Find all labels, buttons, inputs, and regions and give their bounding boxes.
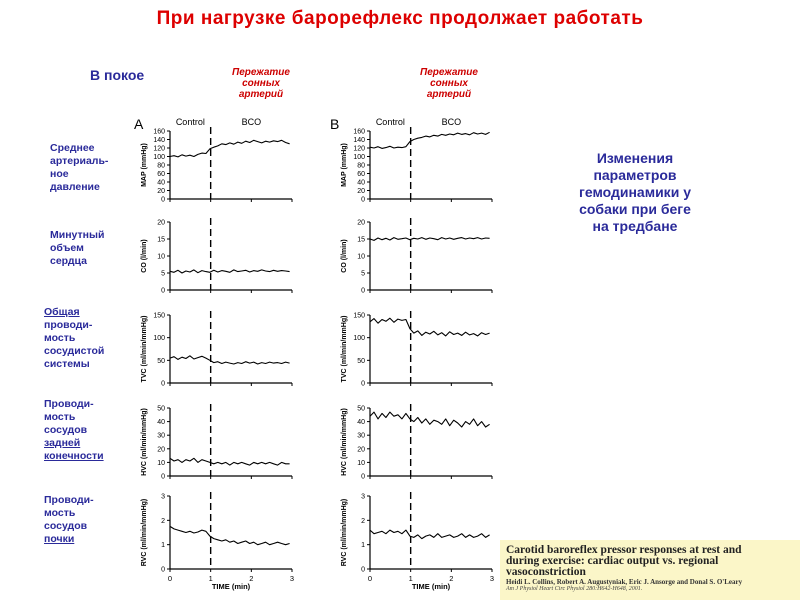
- y-tick-label: 30: [157, 432, 165, 440]
- side-note-line: гемодинамики у: [579, 184, 691, 200]
- y-axis-label: CO (l/min): [141, 239, 148, 273]
- y-tick-label: 100: [153, 335, 165, 343]
- x-tick-label: 2: [449, 574, 454, 583]
- y-tick-label: 160: [153, 128, 165, 136]
- clamp-line: Пережатие: [420, 67, 478, 78]
- y-tick-label: 3: [361, 493, 365, 501]
- side-note-line: собаки при беге: [579, 201, 691, 217]
- x-tick-label: 3: [289, 574, 295, 583]
- y-tick-label: 0: [361, 196, 365, 204]
- y-tick-label: 5: [361, 270, 365, 278]
- y-tick-label: 20: [157, 446, 165, 454]
- y-axis-label: HVC (ml/min/mmHg): [141, 408, 148, 476]
- condition-label: BCO: [441, 117, 462, 127]
- x-axis-label: TIME (min): [211, 582, 251, 591]
- y-tick-label: 0: [361, 287, 365, 295]
- y-tick-label: 10: [357, 253, 365, 261]
- y-tick-label: 10: [157, 253, 165, 261]
- y-tick-label: 100: [353, 154, 365, 161]
- clamp-line: сонных: [242, 78, 280, 89]
- citation-box: [500, 540, 800, 600]
- y-tick-label: 2: [161, 517, 165, 525]
- y-tick-label: 30: [357, 432, 365, 440]
- y-tick-label: 20: [357, 188, 365, 195]
- y-axis-label: RVC (ml/min/mmHg): [141, 498, 148, 567]
- y-axis-label: RVC (ml/min/mmHg): [341, 498, 348, 567]
- y-tick-label: 20: [157, 219, 165, 227]
- y-tick-label: 0: [361, 380, 365, 388]
- panel-letter: A: [134, 116, 144, 132]
- series-line: [170, 458, 290, 465]
- row-label-line: сосудов: [44, 424, 88, 436]
- row-label-line: артериаль-: [50, 155, 109, 167]
- y-tick-label: 1: [361, 542, 365, 550]
- y-tick-label: 10: [157, 459, 165, 467]
- series-line: [370, 530, 490, 539]
- y-tick-label: 2: [361, 517, 365, 525]
- y-tick-label: 100: [353, 335, 365, 343]
- condition-label: Control: [375, 117, 405, 127]
- clamp-line: сонных: [430, 78, 468, 89]
- row-label-line: сердца: [50, 255, 87, 267]
- y-tick-label: 10: [357, 459, 365, 467]
- row-label-line: почки: [44, 533, 75, 545]
- row-label-line: проводи-: [44, 319, 93, 331]
- y-tick-label: 150: [353, 312, 365, 320]
- citation-title-line: Carotid baroreflex pressor responses at rest and: [506, 544, 742, 556]
- y-tick-label: 0: [161, 287, 165, 295]
- y-tick-label: 1: [161, 542, 165, 550]
- y-tick-label: 50: [357, 405, 365, 413]
- y-tick-label: 60: [157, 171, 165, 178]
- row-label-line: системы: [44, 358, 90, 370]
- y-tick-label: 100: [153, 154, 165, 161]
- series-line: [370, 412, 490, 427]
- series-line: [370, 132, 490, 148]
- side-note-line: на тредбане: [592, 218, 678, 234]
- x-tick-label: 1: [208, 574, 213, 583]
- y-tick-label: 0: [161, 380, 165, 388]
- condition-label: Control: [175, 117, 205, 127]
- citation-authors: Heidi L. Collins, Robert A. Augustyniak, Eric J. Ansorge and Donal S. O'Leary: [506, 578, 743, 586]
- y-tick-label: 15: [157, 236, 165, 244]
- y-tick-label: 0: [161, 473, 165, 481]
- side-note-line: Изменения: [596, 150, 674, 166]
- y-tick-label: 140: [153, 137, 165, 144]
- series-line: [170, 526, 290, 544]
- y-tick-label: 5: [161, 270, 165, 278]
- citation-journal: Am J Physiol Heart Circ Physiol 280:H642-H648, 2001.: [506, 586, 643, 592]
- row-label-line: Проводи-: [44, 398, 94, 410]
- row-label-line: ное: [50, 168, 69, 180]
- y-tick-label: 0: [161, 566, 165, 574]
- citation-title: [506, 545, 796, 592]
- row-label-line: сосудов: [44, 520, 88, 532]
- condition-label: BCO: [241, 117, 262, 127]
- side-note-line: параметров: [593, 167, 677, 183]
- y-tick-label: 50: [157, 357, 165, 365]
- row-label-line: мость: [44, 507, 76, 519]
- y-tick-label: 20: [357, 219, 365, 227]
- row-label-line: давление: [50, 181, 100, 193]
- y-tick-label: 80: [357, 162, 365, 170]
- y-tick-label: 40: [157, 419, 165, 427]
- x-axis-label: TIME (min): [411, 582, 451, 591]
- y-tick-label: 20: [157, 188, 165, 195]
- x-tick-label: 1: [408, 574, 413, 583]
- series-line: [170, 356, 290, 364]
- y-tick-label: 15: [357, 236, 365, 244]
- y-tick-label: 80: [157, 162, 165, 170]
- y-tick-label: 160: [353, 128, 365, 136]
- y-tick-label: 20: [357, 446, 365, 454]
- y-axis-label: MAP (mmHg): [341, 143, 348, 187]
- y-tick-label: 50: [157, 405, 165, 413]
- series-line: [370, 318, 490, 336]
- y-tick-label: 50: [357, 357, 365, 365]
- y-axis-label: MAP (mmHg): [141, 143, 148, 187]
- y-tick-label: 40: [157, 179, 165, 187]
- y-tick-label: 140: [353, 137, 365, 144]
- y-tick-label: 120: [353, 145, 365, 153]
- row-label-line: Минутный: [50, 229, 105, 241]
- row-label-line: Среднее: [50, 142, 95, 154]
- y-tick-label: 0: [361, 473, 365, 481]
- x-tick-label: 2: [249, 574, 254, 583]
- y-axis-label: HVC (ml/min/mmHg): [341, 408, 348, 476]
- clamp-line: артерий: [238, 89, 284, 100]
- series-line: [170, 140, 290, 157]
- x-tick-label: 0: [167, 574, 173, 583]
- row-label-line: задней: [44, 437, 81, 449]
- row-label-line: объем: [50, 242, 84, 254]
- y-tick-label: 60: [357, 171, 365, 178]
- y-tick-label: 0: [161, 196, 165, 204]
- y-axis-label: CO (l/min): [341, 239, 348, 273]
- y-tick-label: 40: [357, 419, 365, 427]
- series-line: [370, 238, 490, 241]
- y-axis-label: TVC (ml/min/mmHg): [341, 315, 348, 383]
- series-line: [170, 270, 290, 273]
- y-tick-label: 0: [361, 566, 365, 574]
- y-tick-label: 120: [153, 145, 165, 153]
- row-label-line: Проводи-: [44, 494, 94, 506]
- y-tick-label: 3: [161, 493, 165, 501]
- panel-letter: B: [330, 116, 340, 132]
- y-tick-label: 40: [357, 179, 365, 187]
- row-label-line: мость: [44, 332, 76, 344]
- clamp-line: Пережатие: [232, 67, 290, 78]
- citation-title-line: during exercise: cardiac output vs. regional: [506, 555, 719, 567]
- y-axis-label: TVC (ml/min/mmHg): [141, 315, 148, 383]
- row-label-line: Общая: [44, 306, 80, 318]
- slide-title: При нагрузке барорефлекс продолжает работать: [156, 8, 644, 29]
- row-label-line: сосудистой: [44, 345, 105, 357]
- x-tick-label: 0: [367, 574, 373, 583]
- y-tick-label: 150: [153, 312, 165, 320]
- rest-label: В покое: [90, 67, 145, 83]
- row-label-line: конечности: [44, 450, 104, 462]
- x-tick-label: 3: [489, 574, 495, 583]
- row-label-line: мость: [44, 411, 76, 423]
- clamp-line: артерий: [426, 89, 472, 100]
- citation-title-line: vasoconstriction: [506, 566, 586, 578]
